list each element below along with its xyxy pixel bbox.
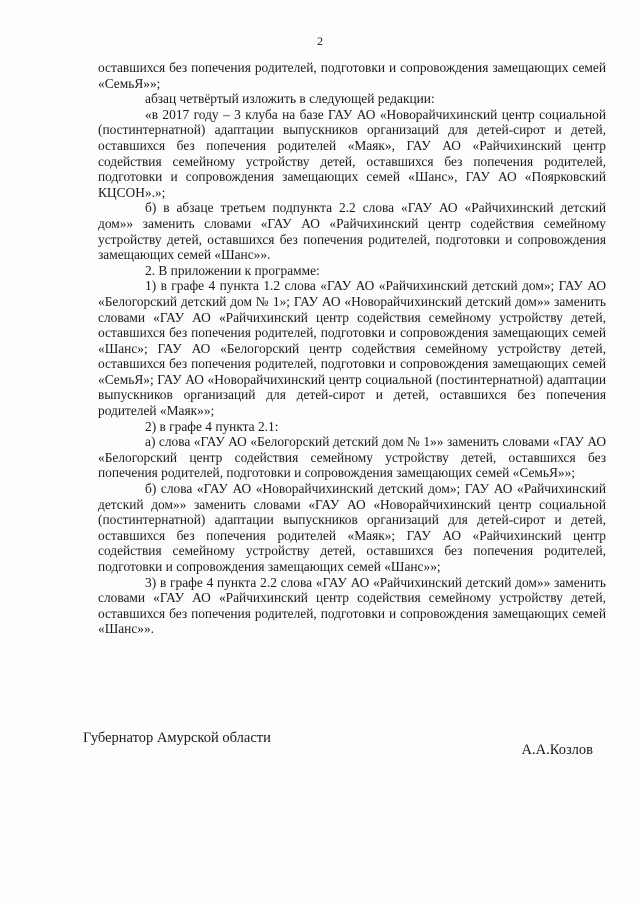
page-number: 2 <box>317 34 323 48</box>
signer-title: Губернатор Амурской области <box>83 730 271 746</box>
paragraph-item-2b: б) слова «ГАУ АО «Новорайчихинский детский дом»; ГАУ АО «Райчихинский детский дом»» заменить словами «ГАУ АО «Новорайчихинский центр социальной (постинтернатной) адаптации выпускников организаций для детей-сирот и детей, оставшихся без попечения родителей «Маяк»; ГАУ АО «Райчихинский центр содействия семейному устройству детей, оставшихся без попечения родителей, подготовки и сопровождения замещающих семей «Шанс»»; <box>98 481 606 574</box>
paragraph-abzac-intro: абзац четвёртый изложить в следующей редакции: <box>145 91 435 107</box>
signature-block <box>83 730 593 770</box>
paragraph-item-2a: а) слова «ГАУ АО «Белогорский детский дом № 1»» заменить словами «ГАУ АО «Белогорский центр содействия семейному устройству детей, оставшихся без попечения родителей, подготовки и сопровождения замещающих семей «СемьЯ»»; <box>98 434 606 481</box>
document-body <box>98 60 606 637</box>
paragraph-item-b: б) в абзаце третьем подпункта 2.2 слова «ГАУ АО «Райчихинский детский дом»» заменить словами «ГАУ АО «Райчихинский центр содействия семейному устройству детей, оставшихся без попечения родителей, подготовки и сопровождения замещающих семей «Шанс»». <box>98 200 606 263</box>
paragraph-item-2: 2) в графе 4 пункта 2.1: <box>145 418 279 434</box>
paragraph-continuation: оставшихся без попечения родителей, подготовки и сопровождения замещающих семей «СемьЯ»»; <box>98 60 606 91</box>
paragraph-item-3: 3) в графе 4 пункта 2.2 слова «ГАУ АО «Райчихинский детский дом»» заменить словами «ГАУ АО «Райчихинский центр содействия семейному устройству детей, оставшихся без попечения родителей, подготовки и сопровождения замещающих семей «Шанс»». <box>98 574 606 637</box>
paragraph-item-1: 1) в графе 4 пункта 1.2 слова «ГАУ АО «Райчихинский детский дом»; ГАУ АО «Белогорский детский дом № 1»; ГАУ АО «Новорайчихинский детский дом»» заменить словами «ГАУ АО «Райчихинский центр содействия семейному устройству детей, оставшихся без попечения родителей, подготовки и сопровождения замещающих семей «Шанс»; ГАУ АО «Белогорский центр содействия семейному устройству детей, оставшихся без попечения родителей, подготовки и сопровождения замещающих семей «СемьЯ»; ГАУ АО «Новорайчихинский центр социальной (постинтернатной) адаптации выпускников организаций для детей-сирот и детей, оставшихся без попечения родителей «Маяк»»; <box>98 278 606 419</box>
paragraph-new-wording: «в 2017 году – 3 клуба на базе ГАУ АО «Новорайчихинский центр социальной (постинтернатной) адаптации выпускников организаций для детей-сирот и детей, оставшихся без попечения родителей «Маяк», ГАУ АО «Райчихинский центр содействия семейному устройству детей, оставшихся без попечения родителей, подготовки и сопровождения замещающих семей «Шанс», ГАУ АО «Поярковский КЦСОН».»; <box>98 106 606 200</box>
signer-name: А.А.Козлов <box>521 742 593 758</box>
paragraph-section-2: 2. В приложении к программе: <box>145 262 320 278</box>
